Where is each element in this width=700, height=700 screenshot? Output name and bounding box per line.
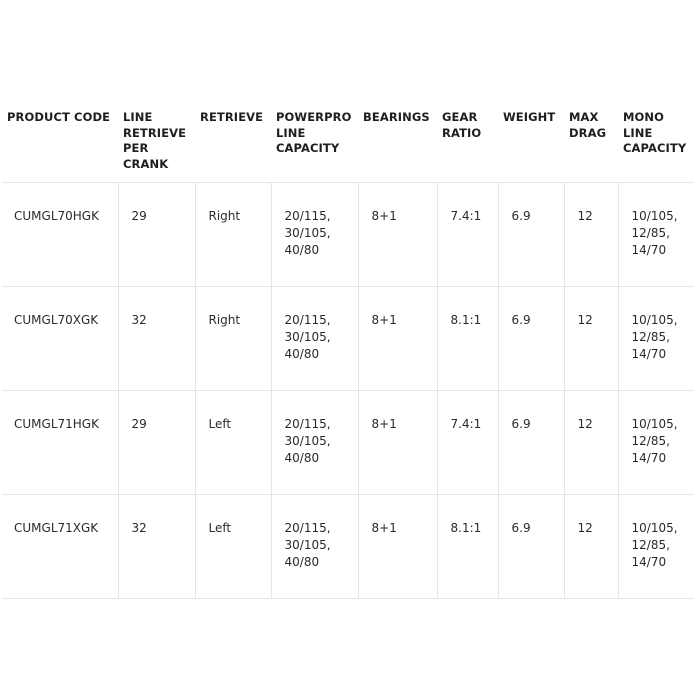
product-code-cell: CUMGL70XGK [2, 287, 118, 391]
header-gear-ratio: GEAR RATIO [442, 110, 482, 140]
product-code-cell: CUMGL71HGK [2, 391, 118, 495]
line-retrieve-cell: 29 [118, 183, 195, 287]
powerpro-line: 40/80 [284, 347, 320, 361]
powerpro-cell [271, 391, 358, 495]
weight-cell: 6.9 [498, 287, 564, 391]
powerpro-line: 20/115, [284, 209, 331, 223]
powerpro-line: 20/115, [284, 417, 331, 431]
bearings-cell: 8+1 [358, 391, 437, 495]
retrieve-cell: Right [195, 183, 271, 287]
powerpro-line: 40/80 [284, 243, 320, 257]
weight-cell: 6.9 [498, 495, 564, 599]
mono-line: 12/85, [631, 330, 670, 344]
max-drag-cell: 12 [564, 495, 618, 599]
powerpro-line: 30/105, [284, 330, 331, 344]
weight-cell: 6.9 [498, 391, 564, 495]
mono-line: 10/105, [631, 313, 678, 327]
bearings-cell: 8+1 [358, 183, 437, 287]
mono-line: 14/70 [631, 243, 667, 257]
mono-line: 10/105, [631, 521, 678, 535]
header-mono: MONO LINE CAPACITY [623, 110, 687, 155]
line-retrieve-cell: 32 [118, 287, 195, 391]
mono-line: 12/85, [631, 226, 670, 240]
header-bearings: BEARINGS [363, 110, 430, 124]
header-line-retrieve: LINE RETRIEVE PER CRANK [123, 110, 187, 171]
gear-ratio-cell: 8.1:1 [437, 495, 498, 599]
header-weight: WEIGHT [503, 110, 556, 124]
line-retrieve-cell: 32 [118, 495, 195, 599]
powerpro-line: 40/80 [284, 555, 320, 569]
powerpro-cell [271, 495, 358, 599]
powerpro-line: 30/105, [284, 434, 331, 448]
powerpro-cell [271, 183, 358, 287]
mono-cell [618, 287, 694, 391]
mono-line: 12/85, [631, 434, 670, 448]
header-product-code: PRODUCT CODE [7, 110, 111, 124]
mono-line: 12/85, [631, 538, 670, 552]
bearings-cell: 8+1 [358, 495, 437, 599]
powerpro-line: 40/80 [284, 451, 320, 465]
product-code-cell: CUMGL70HGK [2, 183, 118, 287]
retrieve-cell: Left [195, 391, 271, 495]
mono-line: 10/105, [631, 209, 678, 223]
header-max-drag: MAX DRAG [569, 110, 607, 140]
powerpro-cell [271, 287, 358, 391]
retrieve-cell: Left [195, 495, 271, 599]
table-row [2, 183, 694, 287]
powerpro-line: 30/105, [284, 226, 331, 240]
mono-cell [618, 183, 694, 287]
product-code-cell: CUMGL71XGK [2, 495, 118, 599]
powerpro-line: 20/115, [284, 313, 331, 327]
gear-ratio-cell: 8.1:1 [437, 287, 498, 391]
max-drag-cell: 12 [564, 391, 618, 495]
powerpro-line: 30/105, [284, 538, 331, 552]
mono-line: 14/70 [631, 347, 667, 361]
powerpro-line: 20/115, [284, 521, 331, 535]
max-drag-cell: 12 [564, 183, 618, 287]
header-powerpro: POWERPRO LINE CAPACITY [276, 110, 352, 155]
header-row [2, 106, 694, 183]
mono-line: 14/70 [631, 451, 667, 465]
mono-cell [618, 495, 694, 599]
weight-cell: 6.9 [498, 183, 564, 287]
mono-line: 14/70 [631, 555, 667, 569]
mono-line: 10/105, [631, 417, 678, 431]
table-row [2, 495, 694, 599]
bearings-cell: 8+1 [358, 287, 437, 391]
gear-ratio-cell: 7.4:1 [437, 391, 498, 495]
table-row [2, 287, 694, 391]
spec-table [2, 106, 694, 599]
table-row [2, 391, 694, 495]
mono-cell [618, 391, 694, 495]
gear-ratio-cell: 7.4:1 [437, 183, 498, 287]
header-retrieve: RETRIEVE [200, 110, 264, 124]
max-drag-cell: 12 [564, 287, 618, 391]
line-retrieve-cell: 29 [118, 391, 195, 495]
retrieve-cell: Right [195, 287, 271, 391]
